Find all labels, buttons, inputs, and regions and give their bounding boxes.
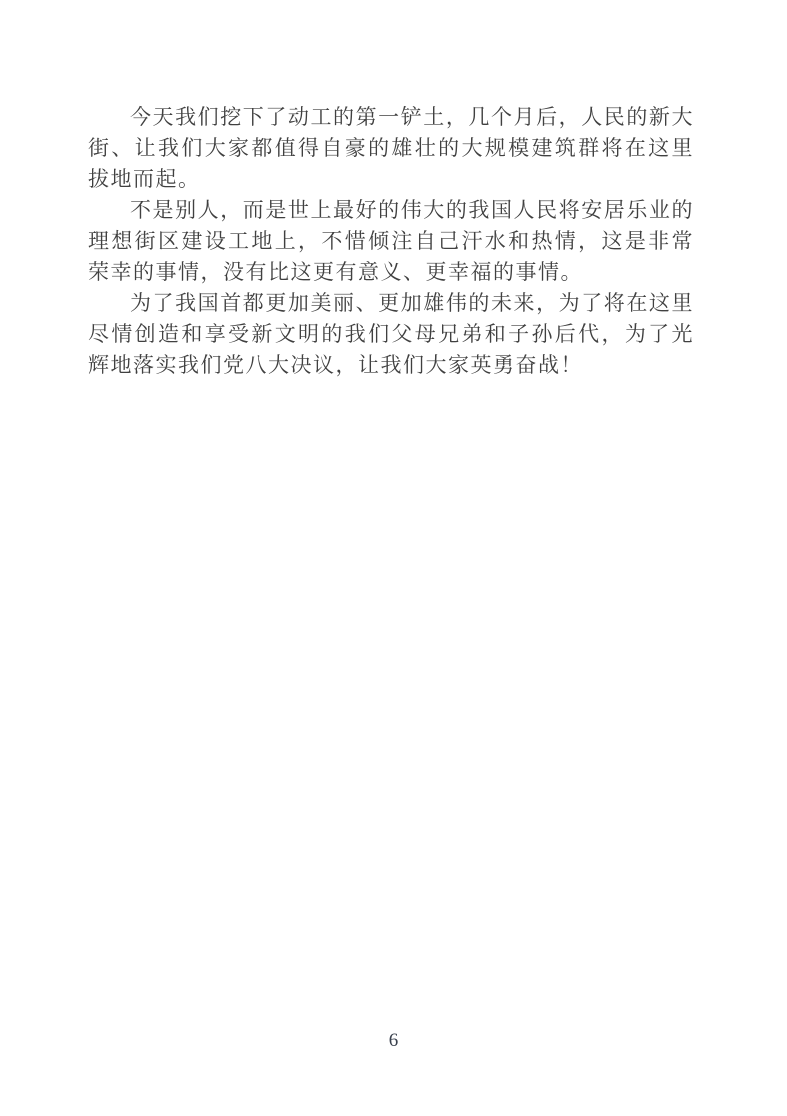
body-text (88, 102, 694, 381)
paragraph-2: 不是别人，而是世上最好的伟大的我国人民将安居乐业的理想街区建设工地上，不惜倾注自己汗水和热情，这是非常荣幸的事情，没有比这更有意义、更幸福的事情。 (88, 198, 694, 284)
paragraph-3: 为了我国首都更加美丽、更加雄伟的未来，为了将在这里尽情创造和享受新文明的我们父母兄弟和子孙后代，为了光辉地落实我们党八大决议，让我们大家英勇奋战！ (88, 291, 694, 377)
page-number: 6 (388, 1030, 399, 1051)
paragraph-1: 今天我们挖下了动工的第一铲土，几个月后，人民的新大街、让我们大家都值得自豪的雄壮的大规模建筑群将在这里拔地而起。 (88, 105, 694, 191)
